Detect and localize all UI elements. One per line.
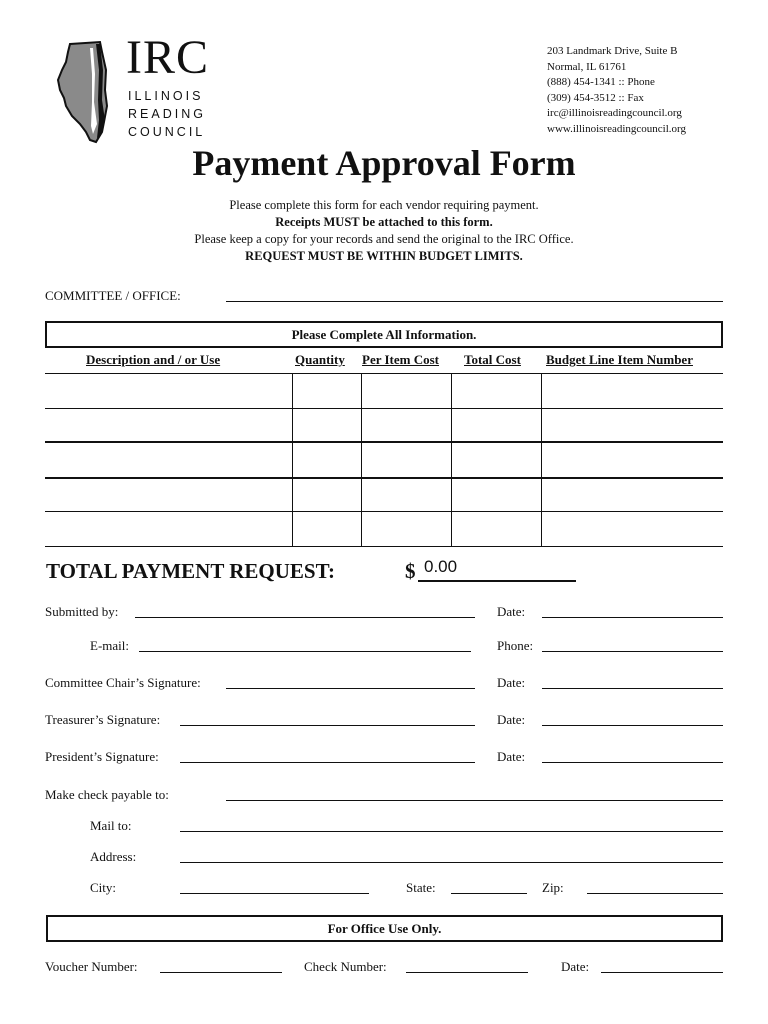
- table-column-rule: [541, 373, 542, 546]
- chair-date-field[interactable]: [542, 688, 723, 689]
- total-payment-label: TOTAL PAYMENT REQUEST:: [46, 559, 336, 583]
- voucher-number-field[interactable]: [160, 972, 282, 973]
- logo-word-council: COUNCIL: [128, 125, 206, 139]
- chair-signature-field[interactable]: [226, 688, 475, 689]
- payable-to-field[interactable]: [226, 800, 723, 801]
- committee-office-label: COMMITTEE / OFFICE:: [45, 288, 181, 303]
- header-per-item-cost: Per Item Cost: [362, 352, 440, 367]
- header-total-cost: Total Cost: [464, 352, 521, 367]
- city-field[interactable]: [180, 893, 369, 894]
- address-label: Address:: [90, 849, 137, 864]
- table-column-rule: [451, 373, 452, 546]
- check-number-field[interactable]: [406, 972, 528, 973]
- payable-to-label: Make check payable to:: [45, 787, 169, 802]
- total-payment-field: [418, 580, 576, 582]
- table-row-rule: [45, 441, 723, 443]
- table-column-rule: [292, 373, 293, 546]
- total-payment-value[interactable]: 0.00: [424, 557, 458, 576]
- total-currency-symbol: $: [405, 559, 416, 583]
- complete-info-banner: Please Complete All Information.: [45, 321, 723, 348]
- address-website: www.illinoisreadingcouncil.org: [547, 122, 687, 135]
- chair-date-label: Date:: [497, 675, 526, 690]
- page-title: Payment Approval Form: [192, 143, 576, 183]
- instruction-line-1: Please complete this form for each vendor requiring payment.: [229, 198, 539, 212]
- instruction-line-3: Please keep a copy for your records and send the original to the IRC Office.: [194, 232, 574, 246]
- chair-signature-label: Committee Chair’s Signature:: [45, 675, 201, 690]
- president-date-field[interactable]: [542, 762, 723, 763]
- submitted-date-field[interactable]: [542, 617, 723, 618]
- treasurer-date-field[interactable]: [542, 725, 723, 726]
- submitted-by-field[interactable]: [135, 617, 475, 618]
- treasurer-signature-label: Treasurer’s Signature:: [45, 712, 161, 727]
- header-description: Description and / or Use: [86, 352, 221, 367]
- phone-field[interactable]: [542, 651, 723, 652]
- address-fax: (309) 454-3512 :: Fax: [547, 91, 644, 104]
- table-row-rule: [45, 511, 723, 512]
- email-label: E-mail:: [90, 638, 129, 653]
- office-use-banner: For Office Use Only.: [46, 915, 723, 942]
- submitted-date-label: Date:: [497, 604, 526, 619]
- address-street: 203 Landmark Drive, Suite B: [547, 45, 678, 57]
- zip-label: Zip:: [542, 880, 564, 895]
- state-label: State:: [406, 880, 436, 895]
- phone-label: Phone:: [497, 638, 534, 653]
- logo-word-illinois: ILLINOIS: [128, 89, 204, 103]
- address-phone: (888) 454-1341 :: Phone: [547, 76, 655, 89]
- treasurer-date-label: Date:: [497, 712, 526, 727]
- president-signature-label: President’s Signature:: [45, 749, 159, 764]
- president-date-label: Date:: [497, 749, 526, 764]
- table-bottom-rule: [45, 546, 723, 547]
- mail-to-label: Mail to:: [90, 818, 132, 833]
- address-field[interactable]: [180, 862, 723, 863]
- instruction-line-2: Receipts MUST be attached to this form.: [275, 215, 493, 229]
- submitted-by-label: Submitted by:: [45, 604, 119, 619]
- city-label: City:: [90, 880, 117, 895]
- address-email: irc@illinoisreadingcouncil.org: [547, 107, 682, 120]
- address-city: Normal, IL 61761: [547, 60, 627, 73]
- table-row-rule: [45, 477, 723, 479]
- table-top-rule: [45, 373, 723, 374]
- mail-to-field[interactable]: [180, 831, 723, 832]
- zip-field[interactable]: [587, 893, 723, 894]
- email-field[interactable]: [139, 651, 471, 652]
- table-column-rule: [361, 373, 362, 546]
- instruction-line-4: REQUEST MUST BE WITHIN BUDGET LIMITS.: [245, 249, 523, 263]
- state-field[interactable]: [451, 893, 527, 894]
- header-budget-line: Budget Line Item Number: [546, 352, 693, 367]
- table-row-rule: [45, 408, 723, 409]
- illinois-map-logo-icon: [56, 40, 118, 144]
- office-date-label: Date:: [561, 959, 590, 974]
- check-number-label: Check Number:: [304, 959, 387, 974]
- committee-office-field[interactable]: [226, 301, 723, 302]
- president-signature-field[interactable]: [180, 762, 475, 763]
- logo-word-reading: READING: [128, 107, 206, 121]
- header-quantity: Quantity: [295, 352, 345, 367]
- treasurer-signature-field[interactable]: [180, 725, 475, 726]
- office-date-field[interactable]: [601, 972, 723, 973]
- voucher-number-label: Voucher Number:: [45, 959, 138, 974]
- contact-address-block: [547, 44, 686, 138]
- logo-abbreviation: IRC: [126, 31, 210, 84]
